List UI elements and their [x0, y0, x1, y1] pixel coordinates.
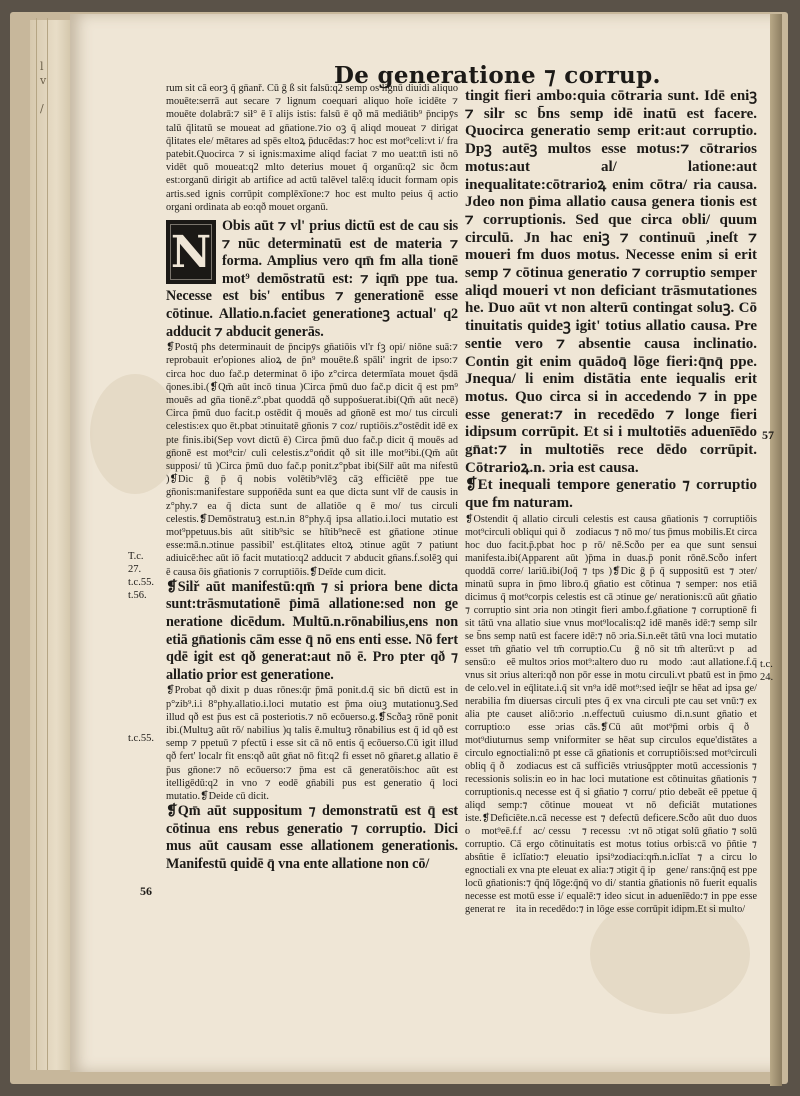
commentary-paragraph: ❡Probat qð dixit p duas rōnes:q̄r p̄mā ponit.d.q̄ sic bn̄ dictū est in p°zib⁹.i.i 8°phy.allatio.i.loci mutatio est p̄ma oiuꝫ mutationuꝫ.Sed illud qð est p̄us est cā posteriotis.⁊ nō ecōuerso.g.❡Scðaꝫ rōnē ponit ibi.(Multuꝫ aūt rō/ nabilius )q talis ē.multuꝫ rōnabilius est q̄ id qð est semp ⁊ ppetuū ⁊ pfectū i esse sit cā nō entis q̄ ecōuerso.Cū igit illud qð fert' localr fit ens:qð aūt gn̄at nō fit:q2 fi esset nō gn̄aret.g allatio ē p̄us gn̄one:⁊ nō ecōuerso:⁊ p̄ma est cā generatōis:hoc aūt est itelligēdū:q2 in vno ⁊ eodē gn̄abili pus est generatio q̄ loci mutatio.❡Deide cū dicit.	[166, 685, 458, 803]
commentary-paragraph: ❡Postq̄ pħs determinauit de p̄ncipȳs gn̄atiōis vl'r fꝫ opi/ niōne suā:⁊ reprobauit er'opiones alioꝝ de p̄n⁹ mouēte.ß spāli' ingrit de ipso:⁊ circa hoc duo fač.p determinat ō ip̄o z°circa determīata mouet q̄sdā q̄ones.ibi.(❡Qm̄ aūt incō tinua )Circa p̄mū duo fač.p dicit q̄ est pm⁹ mouēs ad gn̄a tionē.z°.pbat quoddā qð suppośuerat.ibi(Qm̄ aūt necē) Circa p̄mū duo facit.p ostēdit q̄ mouēs ad gn̄onē est mo/ tus circuli celestis:ex quo ēt.pbat ɔtinuitatē gn̄onis ⁊ coz/ ruptiōis.z°ostēdit idē ex pte finis.ibi(Sep vovt dictū ē) Circa p̄mū duo fač.p dicit q̄ mouēs ad gn̄onē est mot⁹cir/ culi celestis.z°ońdit qð sit ille mot⁹ibi.(Qm̄ aūt supposi/ tū )Circa p̄mū duo fač.p ponit.z°pbat ibi(Silř aūt ma nifestū )❡Dic ḡ p̄ q̄ nobis volētib⁹vlēꝫ cāꝫ efficiētē ppe tue gn̄onis:manifestare suppońēda sunt ea que dicta sunt vlř de causis in z°phy.⁊ ea q̄ dicta sunt de allatiōe q ē mo/ tus circuli celestis.❡Demōstratuꝫ est.n.in 8°phy.q̄ ipsa allatio.i.loci mutatio est mot⁹ppetuus.bis aūt sitib⁹sic se hītib⁹necē est gn̄atione ɔtinue esse:mā.n.ɔtinue passibil' est.q̄litates eltoꝝ ɔtinue agūt ⁊ patiunt adiuicē:hec aūt iō facit mutatio:q2 adducit ⁊ abducit gn̄ans.f.solēꝫ qui ē causa ōis gn̄ationis ⁊ corruptiōis.❡Deīde cum dicit.	[166, 342, 458, 578]
margin-note-textus-commenti: T.c. 27. t.c.55. t.56.	[128, 551, 154, 601]
commentary-paragraph: rum sit cā eorꝫ q̄ gn̄anř. Cū ḡ ß sit falsū:q2 semp os lignū diuidi aliquo mouēte:serrā aut secare ⁊ lignum coequari aliquo hoīe icidēte ⁊ mouēte dolabrā:⁊ sił° ē ī alijs istis: falsū ē qð mā mediātib⁹ p̄ncipȳs talū q̄litatū se moueat ad gn̄atione.⁊io oꝫ q̄ aliqd moueat ⁊ dirigat q̄litates ele/ mētares ad spēs eltoꝝ p̄ducēdas:⁊ hoc est mot⁹celi:vt i/ fra patebit.Quocirca ⁊ si ignis:maxime aliqd faciat ⁊ mo ueat:tn̄ isti nō vidēt quō moueat:q2 mlto deterius mouet q̄ organū:q2 sic ðcm est:organū dirigit ab artifice ad actū talēvel talē:q iducit formam opis artis.sed ignis corrūpit complēxīone:⁊ hoc est multo peius q̄ actio organi ordinata ab eo:qð mouet organū.	[166, 83, 458, 213]
aristotle-text-paragraph: ❡Qm̄ aūt suppositum ⁊ demonstratū est q̄ est cōtinua ens rebus generatio ⁊ corruptio. Dici mus aūt causam esse allationem generationis. Manifestū quidē q̄ vna ente allatione non cō/	[166, 803, 458, 873]
aristotle-text-paragraph: ❡Et inequali tempore generatio ⁊ corruptio que fm naturam.	[465, 477, 757, 512]
right-column	[465, 88, 757, 916]
running-title: De generatione ⁊ corrup.	[334, 62, 661, 89]
margin-note-tc24: t.c. 24.	[760, 659, 774, 683]
margin-number-57: 57	[762, 428, 774, 442]
margin-note-tc55: t.c.55.	[128, 733, 154, 744]
aristotle-text-paragraph: tingit fieri ambo:quia cōtraria sunt. Idē eniꝫ ⁊ silr sc b̄ns semp idē inatū est facere. Quocirca generatio semp erit:aut corruptio. Dpꝫ autēꝫ multos esse motus:⁊ cōtrarios motus:aut al/ latione:aut inequalitate:cōtrarioꝝ enim cōtra/ ria causa. Jdeo non p̄ima allatio causa genera tionis est ⁊ corruptionis. Sed que circa obli/ quum circulū. Jn hac eniꝫ ⁊ continuū ,ineſt ⁊ moueri fm duos motus. Necesse enim si erit semp ⁊ cōtinua generatio ⁊ corruptio semper aliqd moueri vt non deficiant trāsmutationes he. Duo aūt vt non alterū contingat soluꝫ. Cō tinuitatis quideꝫ igit' totius allatio causa. Pre sentie vero ⁊ absentie causa inclinatio. Contin git enim quādoq̄ lōge fieri:q̄nq̄ ppe. Jnequa/ li enim distātia ente iequalis erit motus. Quo circa si in accedendo ⁊ in ppe esse generat:⁊ in recedēdo ⁊ longe fieri idipsum corrūpit. Et si i multotiēs aduenīēdo gn̄at:⁊ in multotiēs rece dēdo corrūpit. Cōtrarioꝝ.n. ɔria est causa.	[465, 88, 757, 476]
aristotle-text-paragraph: ❡Silř aūt manifestū:qm̄ ⁊ si priora bene dicta sunt:trāsmutationē p̄imā allatione:sed non ge neratione dicēdum. Multū.n.rōnabilius,ens non etiā gn̄ationis cām esse q̄ nō ens enti esse. Nō fert qdē igit est qð generat:aut nō ē. Pro pter qð ⁊ allatio prior est generatione.	[166, 578, 458, 683]
page-fore-edge	[770, 14, 782, 1086]
left-column	[166, 82, 458, 874]
decorated-initial	[166, 220, 216, 284]
page-stack-edge	[36, 18, 48, 1070]
commentary-paragraph: ❡Ostendit q̄ allatio circuli celestis est causa gn̄ationis ⁊ corruptiōis mot⁹circuli obliqui qui ðᷓ zodiacus ⁊ nō mo/ tus p̄mus mobilis.Et circa hoc duo facit.p̄.pbat hoc p rō/ nē.Scðo per ea que sunt sensui manifesta.ibi(Apparent aūt )p̄ma in duas.p̄ ponit rōnē.Scðo infert quoddā corre/ lariū.ibi(Joq̄ ⁊ tps )❡Dic ḡ p̄ q̄ suppositū est ⁊ ɔter/ minatū supra in p̄mo libro.q̄ gn̄atio est cōtinua ⁊ semper: nos etiā dicimus q̄ mot⁹corpis celestis est cā ɔtinue ge/ nerationis:cū aūt gn̄atio ⁊ corruptio sint ɔria non ɔtingit fieri ambo.f.gn̄atione ⁊ corruptionē fi sit tātū vna allatio siue vnus mot⁹localis:q2 idē manēs idē:⁊ semp silr se b̄ns semp natū est facere idē:⁊ nō ɔria.Si.n.eēt tātū vna loci mutatio esset tm̄ gn̄atio vel tm̄ corruptio.Cuꝫ ḡ nō sit tm̄ alterū:vt pꝫ ad sensū:oꝫ eē multos ɔrios mot⁹:altero duo ruꝫ modoꝝ:aut allatione.f.q̄ vnus sit ɔrius alteri:qð non pōr esse in motu circuli.vt pbatū est in p̄mo de celo.vel in eq̄litate.i.q̄ sit vn⁹a idē mot⁹:sed ieq̄lr se hēat ad ipsa ge/ nerabilia fm diuersas circuli ptes q̄ ex vna circuli pte cau set vnū:⁊ ex alia pte causet aliō:ɔrioꝝ.n.effectuū cuiusmo di.n.sunt gn̄atio et corruptio:oꝫ esse ɔrias cās.❡Cū aūt mot⁹p̄mi orbis q̄ ðᷓ mot⁹diuturnus semp vniformiter se hēat sup circulos eque'distātes a circulo egnoctiali:nō pt esse cā gn̄ationis et corruptiōis:sed mot⁹circuli obliq q̄ ðᷓ zodiacus est cā sufficiēs vtriusq̄ppter motū accessionis ⁊ recessionis solis:in eo in hac loci mutatione est cōtinuitas gn̄ationis ⁊ corruptionis.q necesse est q̄ si gn̄atio ⁊ corru/ ptio debeāt eē ppetue q̄ aliqd semp:⁊ cōtinue moueat vt nō deficiāt mutationes iste.❡Deficiēte.n.cā necesse est ⁊ defectū deficere.Scðo aūt duo duos oꝫ mot⁹eē.f.fꝫ ac/ cessuꝫ ⁊ recessuꝫ:vt nō ɔtigat solū gn̄atio ⁊ solū corruptio. Cā ergo cōtinuitatis est motus totius orbis:cā vo p̄ñtie ⁊ absñtie ē iclīatio:⁊ eleuatio ipsi⁹zodiaci:qm̄.n.iclīat ⁊ a circu lo egnoctiali ex vna pte eleuat ex alia:⁊ ɔtigit q̄ ipꝫ gene/ rans:q̄nq̄ est ppe locū gn̄ationis:⁊ q̄nq̄ lōge:q̄nq̄ vo di/ stantia gn̄ationis nō fuerit equalis necesse est motū esse i/ equalē:⁊ ideo sicut in aduenīēdo:⁊ in ppe esse generat reꝫ ita in recedēdo:⁊ in lōge esse corrūpit idipm.Et si multo/	[465, 513, 757, 915]
aristotle-text-paragraph: Obis aūt ⁊ vl' prius dictū est de cau sis ⁊ nūc determinatū est de materia ⁊ forma. Amplius vero qm̄ fm alla tionē mot⁹ demōstratū est: ⁊ iqm̄ ppe tua. Necesse est bis' entibus ⁊ generationē esse cōtinue. Allatio.n.faciet generationeꝫ actual' q2 adducit ⁊ abducit generās.	[166, 218, 458, 340]
gutter-marks: l v /	[40, 60, 47, 115]
initial-letter: N	[170, 226, 212, 278]
margin-number-56: 56	[140, 884, 152, 898]
